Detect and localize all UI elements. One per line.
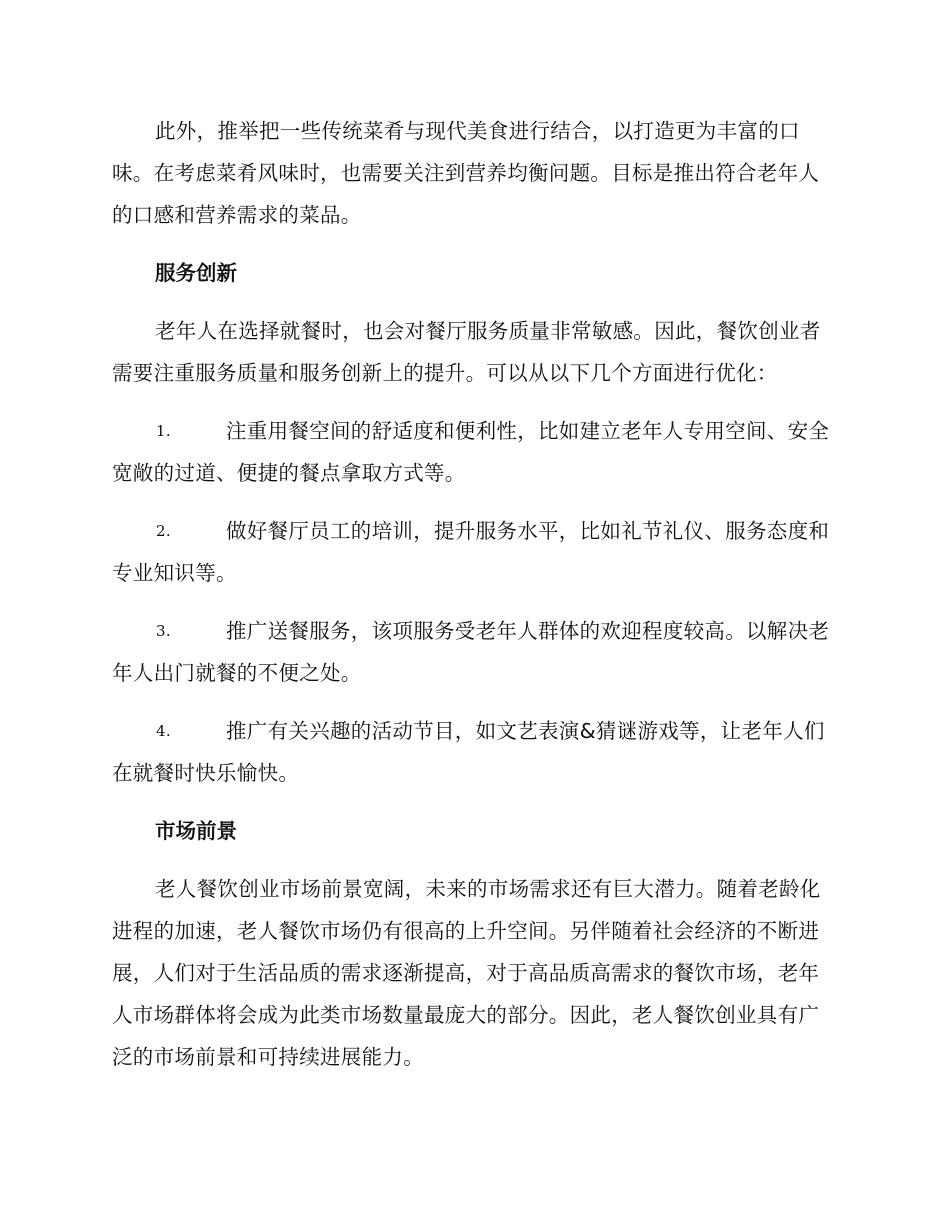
list-item-number: 1. (156, 422, 171, 440)
market-paragraph: 老人餐饮创业市场前景宽阔，未来的市场需求还有巨大潜力。随着老龄化进程的加速，老人餐饮市场仍有很高的上升空间。另伴随着社会经济的不断进展，人们对于生活品质的需求逐渐提高，对于高品质高需求的餐饮市场，老年人市场群体将会成为此类市场数量最庞大的部分。因此，老人餐饮创业具有广泛的市场前景和可持续进展能力。 (112, 877, 821, 1069)
list-item-number: 4. (156, 722, 171, 740)
list-item-text: 推广送餐服务，该项服务受老年人群体的欢迎程度较高。以解决老年人出门就餐的不便之处。 (112, 619, 830, 685)
list-item (112, 410, 834, 494)
document-body (112, 110, 834, 1094)
list-item-number: 2. (156, 522, 171, 540)
service-heading: 服务创新 (155, 261, 237, 285)
market-heading: 市场前景 (155, 819, 237, 843)
list-item-text: 做好餐厅员工的培训，提升服务水平，比如礼节礼仪、服务态度和专业知识等。 (112, 519, 830, 585)
list-item-text: 注重用餐空间的舒适度和便利性，比如建立老年人专用空间、安全宽敞的过道、便捷的餐点拿取方式等。 (112, 419, 830, 485)
list-item (112, 510, 834, 594)
intro-paragraph: 此外，推举把一些传统菜肴与现代美食进行结合，以打造更为丰富的口味。在考虑菜肴风味时，也需要关注到营养均衡问题。目标是推出符合老年人的口感和营养需求的菜品。 (112, 119, 820, 227)
list-item (112, 610, 834, 694)
list-item (112, 710, 834, 794)
list-item-text: 推广有关兴趣的活动节目，如文艺表演&猜谜游戏等，让老年人们在就餐时快乐愉快。 (112, 719, 825, 785)
list-item-number: 3. (156, 622, 171, 640)
service-intro-paragraph: 老年人在选择就餐时，也会对餐厅服务质量非常敏感。因此，餐饮创业者需要注重服务质量和服务创新上的提升。可以从以下几个方面进行优化： (112, 319, 821, 385)
